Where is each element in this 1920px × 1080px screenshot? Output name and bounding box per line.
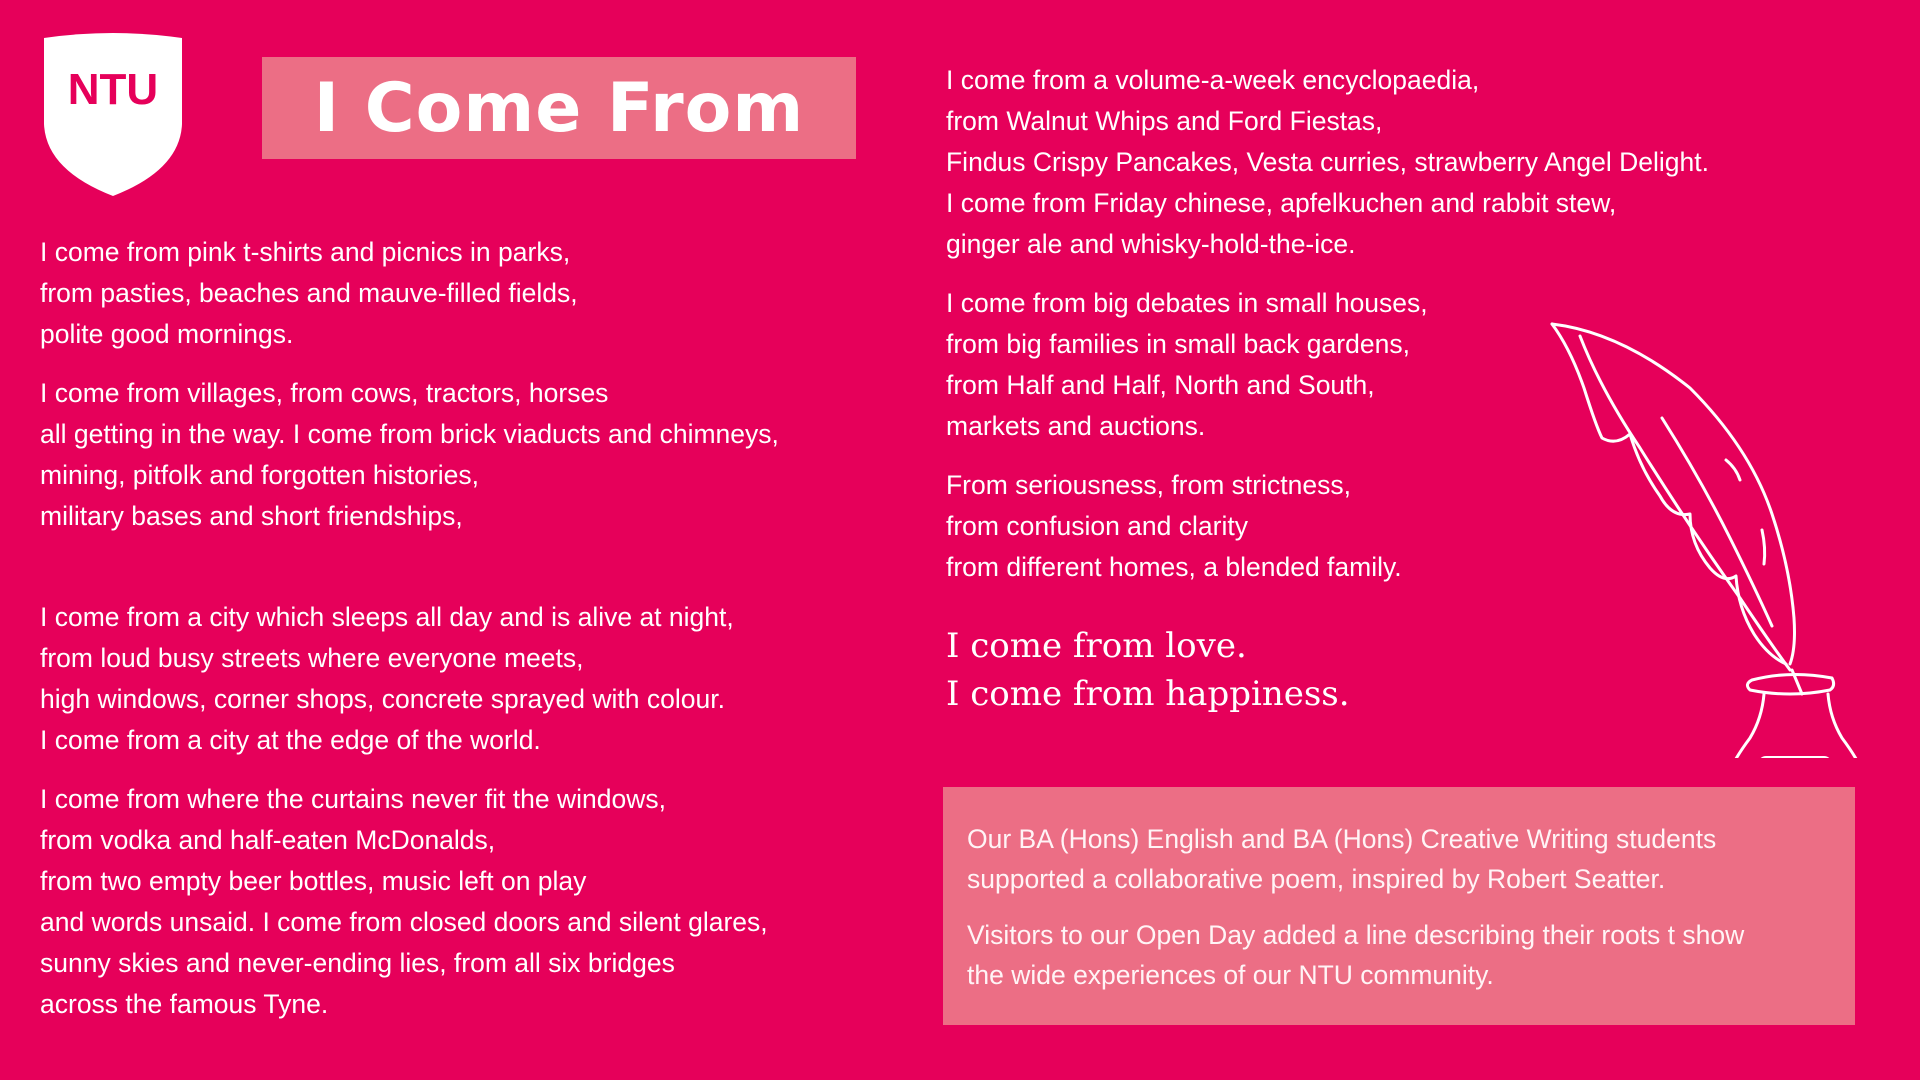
poem-line: I come from villages, from cows, tractors, horses — [40, 378, 609, 408]
poem-line: from loud busy streets where everyone meets, — [40, 643, 584, 673]
poem-line: from big families in small back gardens, — [946, 329, 1410, 359]
poem-line: sunny skies and never-ending lies, from all six bridges — [40, 948, 675, 978]
finale-line: I come from happiness. — [946, 674, 1350, 714]
stanza — [40, 597, 900, 761]
stanza — [40, 373, 900, 537]
poem-line: high windows, corner shops, concrete sprayed with colour. — [40, 684, 725, 714]
poem-line: from different homes, a blended family. — [946, 552, 1402, 582]
title-banner — [262, 57, 856, 159]
poem-line: polite good mornings. — [40, 319, 294, 349]
info-paragraph — [967, 819, 1833, 899]
poem-line: Findus Crispy Pancakes, Vesta curries, strawberry Angel Delight. — [946, 147, 1709, 177]
poem-line: markets and auctions. — [946, 411, 1206, 441]
poem-line: ginger ale and whisky-hold-the-ice. — [946, 229, 1356, 259]
poem-line: I come from big debates in small houses, — [946, 288, 1428, 318]
shield-icon — [42, 32, 184, 198]
poem-line: from Walnut Whips and Ford Fiestas, — [946, 106, 1383, 136]
poem-line: all getting in the way. I come from brick viaducts and chimneys, — [40, 419, 779, 449]
info-paragraph — [967, 915, 1833, 995]
poem-line: from pasties, beaches and mauve-filled fields, — [40, 278, 578, 308]
info-line: the wide experiences of our NTU community. — [967, 960, 1494, 990]
finale-line: I come from love. — [946, 626, 1247, 666]
poem-left-column — [40, 232, 900, 1043]
poem-line: I come from a city which sleeps all day and is alive at night, — [40, 602, 734, 632]
poem-line: military bases and short friendships, — [40, 501, 463, 531]
stanza — [40, 779, 900, 1025]
poem-line: and words unsaid. I come from closed doors and silent glares, — [40, 907, 768, 937]
poem-line: from confusion and clarity — [946, 511, 1248, 541]
poem-line: From seriousness, from strictness, — [946, 470, 1351, 500]
stanza — [40, 232, 900, 355]
poem-line: from Half and Half, North and South, — [946, 370, 1375, 400]
poem-line: mining, pitfolk and forgotten histories, — [40, 460, 479, 490]
poem-line: from two empty beer bottles, music left on play — [40, 866, 587, 896]
logo-text: NTU — [67, 65, 159, 114]
info-line: Visitors to our Open Day added a line describing their roots t show — [967, 920, 1745, 950]
info-box — [943, 787, 1855, 1025]
poem-line: I come from a city at the edge of the world. — [40, 725, 541, 755]
info-line: supported a collaborative poem, inspired by Robert Seatter. — [967, 864, 1666, 894]
page-title: I Come From — [313, 68, 805, 148]
poem-line: I come from where the curtains never fit the windows, — [40, 784, 666, 814]
info-line: Our BA (Hons) English and BA (Hons) Creative Writing students — [967, 824, 1717, 854]
quill-and-inkwell-icon — [1540, 318, 1870, 758]
ntu-logo — [42, 32, 184, 198]
poem-line: from vodka and half-eaten McDonalds, — [40, 825, 496, 855]
poem-line: I come from pink t-shirts and picnics in parks, — [40, 237, 571, 267]
poem-line: I come from a volume-a-week encyclopaedia, — [946, 65, 1480, 95]
poem-line: I come from Friday chinese, apfelkuchen and rabbit stew, — [946, 188, 1617, 218]
poem-line: across the famous Tyne. — [40, 989, 329, 1019]
stanza — [946, 60, 1846, 265]
